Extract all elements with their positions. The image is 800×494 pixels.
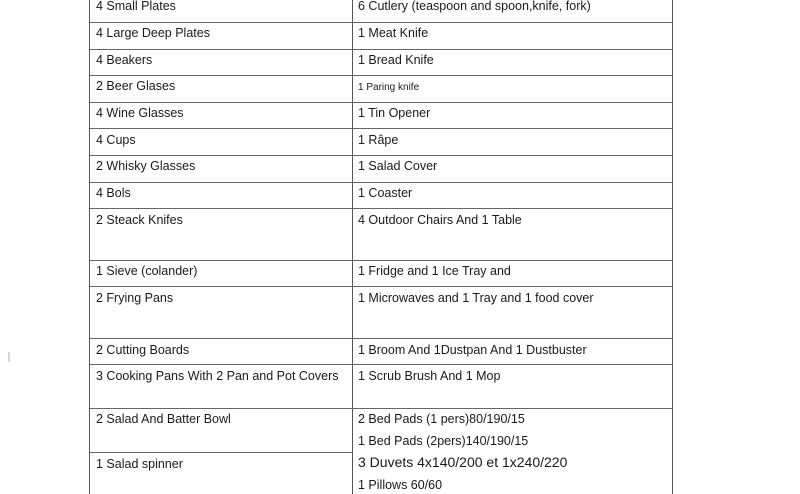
item-left: 2 Beer Glases bbox=[96, 79, 176, 93]
item-right: 6 Cutlery (teaspoon and spoon,knife, fork) bbox=[358, 0, 591, 13]
inventory-table bbox=[89, 0, 673, 494]
row-rule bbox=[90, 22, 672, 23]
row-rule bbox=[90, 364, 672, 365]
bedding-line: 1 Bed Pads (2pers)140/190/15 bbox=[358, 434, 529, 448]
item-left: 4 Cups bbox=[96, 133, 136, 147]
row-rule bbox=[90, 286, 672, 287]
row-rule bbox=[90, 338, 672, 339]
item-left: 1 Sieve (colander) bbox=[96, 264, 198, 278]
row-rule bbox=[90, 182, 672, 183]
bedding-line: 1 Pillows 60/60 bbox=[358, 478, 443, 492]
row-rule bbox=[90, 208, 672, 209]
item-right: 1 Broom And 1Dustpan And 1 Dustbuster bbox=[358, 343, 587, 357]
row-rule bbox=[90, 452, 352, 453]
item-right: 1 Salad Cover bbox=[358, 159, 438, 173]
item-left: 2 Frying Pans bbox=[96, 291, 174, 305]
item-left: 4 Large Deep Plates bbox=[96, 26, 210, 40]
item-right: 1 Coaster bbox=[358, 186, 413, 200]
item-right: 1 Scrub Brush And 1 Mop bbox=[358, 369, 501, 383]
item-left: 2 Salad And Batter Bowl bbox=[96, 412, 231, 426]
row-rule bbox=[90, 49, 672, 50]
item-left: 2 Cutting Boards bbox=[96, 343, 190, 357]
item-left: 2 Steack Knifes bbox=[96, 213, 183, 227]
scan-artifact bbox=[8, 352, 10, 362]
item-left: 4 Beakers bbox=[96, 53, 153, 67]
row-rule bbox=[90, 155, 672, 156]
bedding-line: 2 Bed Pads (1 pers)80/190/15 bbox=[358, 412, 525, 426]
item-left: 4 Wine Glasses bbox=[96, 106, 184, 120]
item-right: 1 Râpe bbox=[358, 133, 399, 147]
item-right: 1 Paring knife bbox=[358, 82, 420, 93]
bedding-line: 3 Duvets 4x140/200 et 1x240/220 bbox=[358, 454, 568, 470]
item-left: 4 Small Plates bbox=[96, 0, 176, 13]
item-right: 1 Microwaves and 1 Tray and 1 food cover bbox=[358, 291, 594, 305]
item-right: 1 Meat Knife bbox=[358, 26, 429, 40]
row-rule bbox=[90, 102, 672, 103]
item-right: 4 Outdoor Chairs And 1 Table bbox=[358, 213, 522, 227]
row-rule bbox=[90, 75, 672, 76]
item-left: 3 Cooking Pans With 2 Pan and Pot Covers bbox=[96, 369, 339, 383]
item-right: 1 Bread Knife bbox=[358, 53, 434, 67]
item-right: 1 Fridge and 1 Ice Tray and bbox=[358, 264, 511, 278]
row-rule bbox=[90, 128, 672, 129]
item-left: 4 Bols bbox=[96, 186, 131, 200]
item-left: 2 Whisky Glasses bbox=[96, 159, 196, 173]
row-rule bbox=[90, 408, 672, 409]
item-right: 1 Tin Opener bbox=[358, 106, 431, 120]
item-left: 1 Salad spinner bbox=[96, 457, 183, 471]
row-rule bbox=[90, 260, 672, 261]
